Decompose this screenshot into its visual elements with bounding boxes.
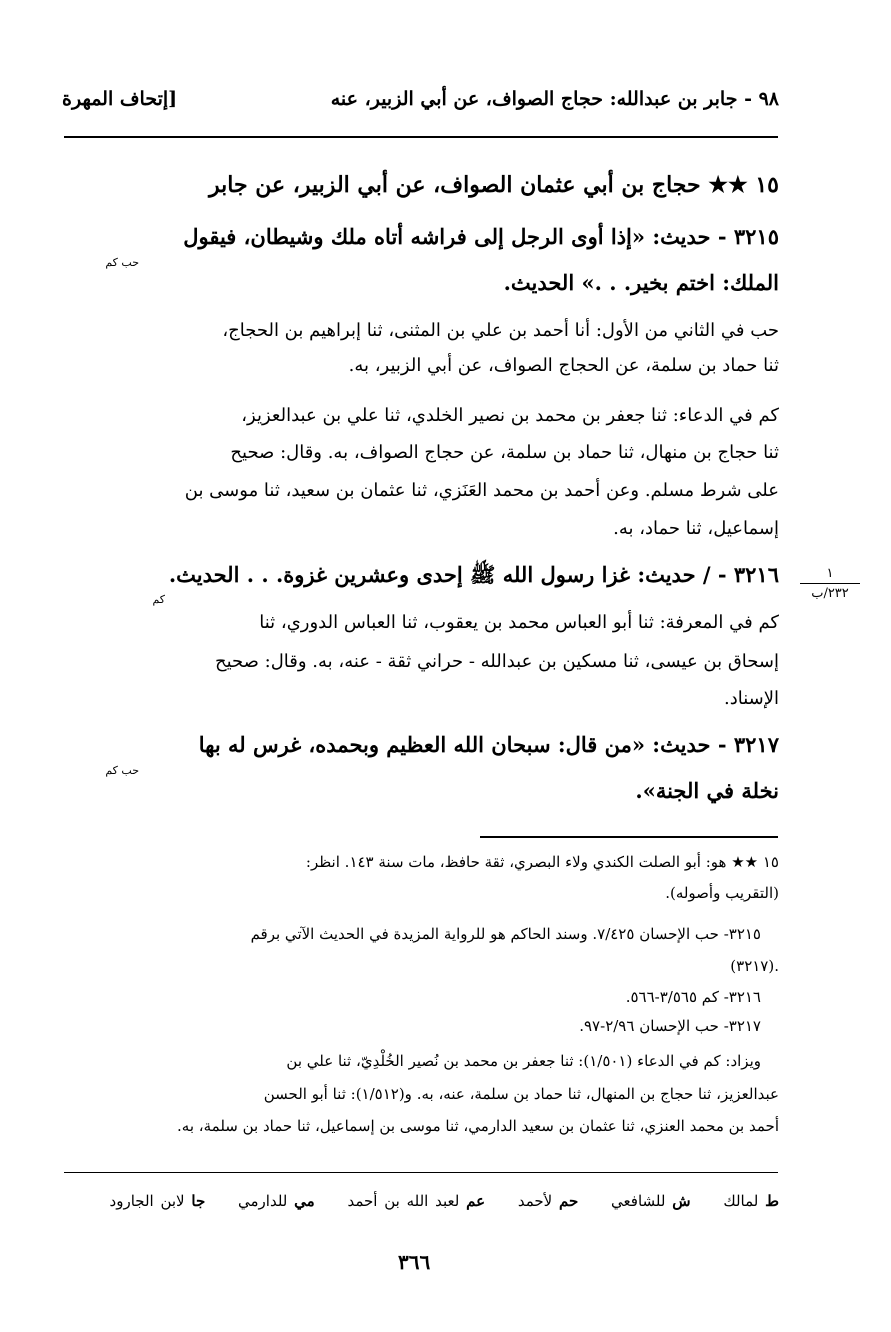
running-header-title: ٩٨ - جابر بن عبدالله: حجاج الصواف، عن أبي الزبير، عنه — [330, 88, 779, 110]
abbr-item: ش للشافعي — [611, 1192, 691, 1210]
margin-folio-top: ١ — [826, 566, 834, 581]
commentary-line: حب في الثاني من الأول: أنا أحمد بن علي بن المثنى، ثنا إبراهيم بن الحجاج، — [222, 320, 779, 341]
abbreviation-key — [110, 1192, 779, 1210]
abbr-item: عم لعبد الله بن أحمد — [347, 1192, 486, 1210]
section-heading: ١٥ ★★ حجاج بن أبي عثمان الصواف، عن أبي الزبير، عن جابر — [209, 172, 779, 198]
margin-folio-note — [800, 566, 860, 601]
footnote-line: ويزاد: كم في الدعاء (١/٥٠١): ثنا جعفر بن محمد بن نُصير الخُلْدِيّ، ثنا علي بن — [286, 1052, 761, 1070]
hadith-3217-line1: ٣٢١٧ - حديث: «من قال: سبحان الله العظيم وبحمده، غرس له بها — [198, 732, 779, 757]
hadith-3217-line2: نخلة في الجنة». — [635, 778, 779, 803]
footnote-line: ٣٢١٦- كم ٣/٥٦٥-٥٦٦. — [625, 988, 761, 1006]
footnote-line: (التقريب وأصوله). — [665, 884, 779, 902]
abbr-item: حم لأحمد — [517, 1192, 579, 1210]
footnote-line: ١٥ ★★ هو: أبو الصلت الكندي ولاء البصري، ثقة حافظ، مات سنة ١٤٣. انظر: — [305, 853, 779, 871]
abbr-item: جا لابن الجارود — [109, 1192, 206, 1210]
margin-folio-bottom: ٢٣٢/ب — [811, 586, 849, 601]
footnote-line: عبدالعزيز، ثنا حجاج بن المنهال، ثنا حماد بن سلمة، عنه، به. و(١/٥١٢): ثنا أبو الحسن — [263, 1085, 779, 1103]
running-header-book: [إتحاف المهرة — [62, 88, 178, 110]
hadith-3216-line1: ٣٢١٦ - / حديث: غزا رسول الله ﷺ إحدى وعشرين غزوة. . . الحديث. — [168, 562, 779, 587]
page-number: ٣٦٦ — [398, 1250, 431, 1274]
footnote-line: ٣٢١٥- حب الإحسان ٧/٤٢٥. وسند الحاكم هو للرواية المزيدة في الحديث الآتي برقم — [250, 925, 761, 943]
footnote-line: ٣٢١٧- حب الإحسان ٢/٩٦-٩٧. — [579, 1017, 761, 1035]
commentary-line: الإسناد. — [723, 688, 779, 709]
abbr-item: ط لمالك — [723, 1192, 779, 1210]
abbreviation-rule — [64, 1172, 778, 1173]
commentary-line: كم في المعرفة: ثنا أبو العباس محمد بن يعقوب، ثنا العباس الدوري، ثنا — [259, 612, 779, 633]
footnote-rule — [480, 836, 778, 838]
hadith-3217-sigla: حب كم — [105, 764, 139, 777]
commentary-line: إسحاق بن عيسى، ثنا مسكين بن عبدالله - حراني ثقة - عنه، به. وقال: صحيح — [214, 651, 779, 672]
commentary-line: ثنا حماد بن سلمة، عن الحجاج الصواف، عن أبي الزبير، به. — [348, 355, 779, 376]
hadith-3216-sigla: كم — [152, 593, 165, 606]
commentary-line: على شرط مسلم. وعن أحمد بن محمد العَنَزي، ثنا عثمان بن سعيد، ثنا موسى بن — [184, 480, 779, 501]
margin-folio-bar — [800, 583, 860, 584]
commentary-line: ثنا حجاج بن منهال، ثنا حماد بن سلمة، عن حجاج الصواف، به. وقال: صحيح — [230, 442, 779, 463]
footnote-line: أحمد بن محمد العنزي، ثنا عثمان بن سعيد الدارمي، ثنا موسى بن إسماعيل، ثنا حماد بن سلمة، به. — [177, 1117, 779, 1135]
commentary-line: كم في الدعاء: ثنا جعفر بن محمد بن نصير الخلدي، ثنا علي بن عبدالعزيز، — [241, 405, 779, 426]
header-rule — [64, 136, 778, 138]
hadith-3215-line2: الملك: اختم بخير. . .» الحديث. — [503, 270, 779, 295]
footnote-line: (٣٢١٧). — [730, 957, 779, 975]
commentary-line: إسماعيل، ثنا حماد، به. — [613, 518, 779, 539]
abbr-item: مي للدارمي — [238, 1192, 315, 1210]
hadith-3215-sigla: حب كم — [105, 256, 139, 269]
hadith-3215-line1: ٣٢١٥ - حديث: «إذا أوى الرجل إلى فراشه أتاه ملك وشيطان، فيقول — [183, 224, 779, 249]
